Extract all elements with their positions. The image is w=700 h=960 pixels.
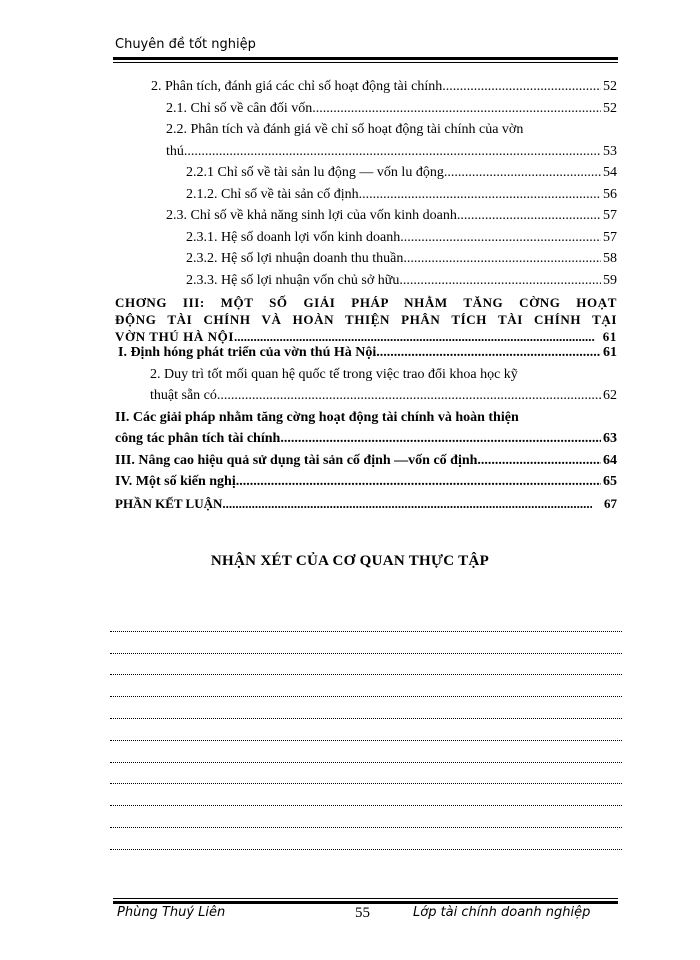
chapter-3-line-2: ĐỘNG TÀI CHÍNH VÀ HOÀN THIỆN PHÂN TÍCH TÀI CHÍNH TẠI [115,312,617,327]
toc-entry-page: 61 [602,329,617,344]
toc-entry-page: 57 [603,229,617,245]
dotted-line [110,675,622,697]
toc-entry-page: 64 [603,452,617,468]
dotted-line [110,828,622,850]
toc-entry [115,122,617,144]
toc-entry-text: 2.1.2. Chỉ số về tài sản cố định [186,186,359,202]
toc-entry-text: thuật sẵn có [150,388,217,403]
toc-entry-text: 2.3. Chỉ số về khả năng sinh lợi của vốn kinh doanh [166,208,457,223]
toc-entry-text: 2.2.1 Chỉ số về tài sản lu động — vốn lu động [186,165,444,180]
dotted-line [110,806,622,828]
toc-chapter-3 [115,294,617,345]
toc-entry-text: 2.2. Phân tích và đánh giá về chỉ số hoạt động tài chính của vờn [166,122,524,137]
dotted-line [110,741,622,763]
toc-entry-text: 2.3.3. Hệ số lợi nhuận vốn chủ sở hữu [186,272,400,288]
toc-entry-text: 2.1. Chỉ số về cân đối vốn [166,100,313,116]
toc-entry-page: 63 [603,431,617,446]
chapter-3-line-3: VỜN THÚ HÀ NỘI [115,329,235,344]
toc-entry [115,367,617,389]
footer-author-name: Phùng Thuý Liên [117,905,226,920]
toc-entry-page: 54 [603,165,617,180]
toc-entry [115,388,617,410]
chapter-3-line-1: CHƠNG III: MỘT SỐ GIẢI PHÁP NHẰM TĂNG CỜNG HOẠT [115,295,617,310]
toc-entry-text: I. Định hóng phát triển của vờn thú Hà Nội [118,345,377,360]
toc-entry [115,410,617,432]
toc-entry-page: 53 [603,143,617,159]
dotted-line [110,610,622,632]
page-header-title: Chuyên đề tốt nghiệp [115,37,256,52]
toc-entry [115,474,617,496]
toc-entry [115,230,617,252]
dotted-line [110,632,622,654]
toc-entry [115,431,617,453]
toc-entry-text: PHẦN KẾT LUẬN [115,495,223,511]
toc-entry [115,273,617,295]
toc-entry [115,453,617,475]
dotted-line [110,654,622,676]
toc-entry-text: IV. Một số kiến nghị [115,474,236,489]
toc-entry [115,208,617,230]
table-of-contents [115,79,617,517]
footer-page-number: 55 [355,905,370,921]
toc-entry-page: 62 [603,388,617,403]
toc-entry-page: 65 [603,474,617,489]
remark-section-title: NHẬN XÉT CỦA CƠ QUAN THỰC TẬP [210,553,490,569]
dotted-line [110,763,622,785]
dotted-line [110,697,622,719]
remark-writing-lines [110,610,622,850]
toc-entry-text: 2.3.2. Hệ số lợi nhuận doanh thu thuần [186,251,404,266]
toc-entry-page: 52 [603,100,617,116]
toc-entry [115,165,617,187]
toc-entry [115,251,617,273]
toc-entry [115,496,617,518]
dotted-line [110,784,622,806]
toc-entry [115,345,617,367]
footer-class-name: Lớp tài chính doanh nghiệp [413,905,591,920]
toc-entry-text: công tác phân tích tài chính [115,431,281,446]
footer-rule-thick [113,901,618,904]
toc-entry-page: 59 [603,272,617,288]
dotted-line [110,719,622,741]
footer-rule-thin [113,898,618,899]
toc-entry-text: II. Các giải pháp nhằm tăng cờng hoạt động tài chính và hoàn thiện [115,409,519,425]
header-rule-thin [113,62,618,63]
toc-entry [115,144,617,166]
toc-entry-page: 67 [604,495,617,511]
toc-entry-page: 52 [603,79,617,94]
toc-entry-page: 57 [603,208,617,223]
toc-entry-text: 2. Phân tích, đánh giá các chỉ số hoạt động tài chính [151,79,443,94]
toc-entry [115,79,617,101]
toc-entry-text: thú [166,143,184,159]
toc-entry-page: 58 [603,251,617,266]
toc-entry-text: 2.3.1. Hệ số doanh lợi vốn kinh doanh [186,229,401,245]
toc-entry-text: 2. Duy trì tốt mối quan hệ quốc tế trong việc trao đổi khoa học kỹ [150,366,518,382]
toc-entry [115,101,617,123]
toc-entry-text: III. Nâng cao hiệu quả sử dụng tài sản cố định —vốn cố định [115,452,478,468]
header-rule-thick [113,57,618,60]
toc-entry [115,187,617,209]
toc-entry-page: 61 [603,345,617,360]
toc-entry-page: 56 [603,186,617,202]
